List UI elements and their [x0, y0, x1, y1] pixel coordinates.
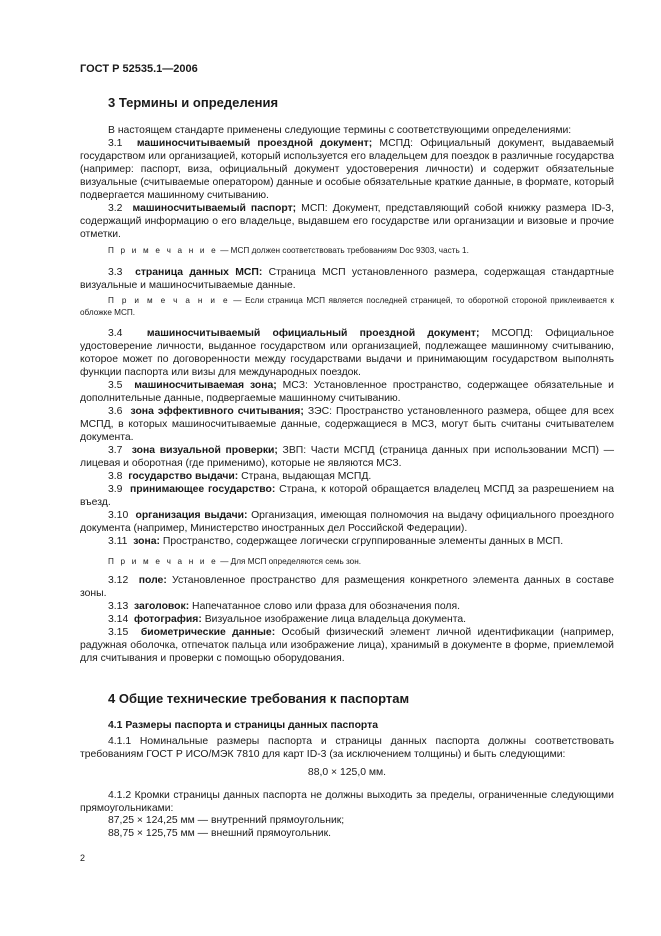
section-3-intro: В настоящем стандарте применены следующие термины с соответствующими определениями: — [108, 125, 572, 136]
term-3-9: 3.9 принимающее государство: Страна, к которой обращается владелец МСПД за разрешением на въезд. — [80, 484, 615, 509]
section-3-title: 3 Термины и определения — [108, 95, 279, 110]
section-4-title: 4 Общие технические требования к паспортам — [108, 691, 410, 706]
term-3-12: 3.12 поле: Установленное пространство для размещения конкретного элемента данных в составе зоны. — [80, 575, 614, 600]
term-3-7: 3.7 зона визуальной проверки; ЗВП: Части МСПД (страница данных при использовании МСП) — лицевая и оборотная (где применимо), которые не являются МСЗ. — [80, 445, 614, 470]
term-3-6: 3.6 зона эффективного считывания; ЗЭС: Пространство установленного размера, общее для всех МСПД, в которых машиносчитываемые данные, содержащиеся в МСЗ, могут быть считаны считывателем документа. — [80, 406, 615, 444]
page-number: 2 — [80, 853, 86, 863]
term-3-4: 3.4 машиносчитываемый официальный проездной документ; МСОПД: Официальное удостоверение личности, выданное государством или организацией, подлежащее машинному считыванию, которое может по договоренности между государствами выдачи и принимающим государством выполнять функции паспорта или визы для международных поездок. — [80, 328, 614, 379]
term-3-8: 3.8 государство выдачи: Страна, выдающая МСПД. — [108, 471, 372, 482]
subsection-4-1-title: 4.1 Размеры паспорта и страницы данных паспорта — [108, 720, 379, 731]
document-header: ГОСТ Р 52535.1—2006 — [80, 63, 198, 75]
paragraph-4-1-2: 4.1.2 Кромки страницы данных паспорта не должны выходить за пределы, ограниченные следующими прямоугольниками: — [80, 790, 614, 815]
term-3-5: 3.5 машиносчитываемая зона; МСЗ: Установленное пространство, содержащее обязательные и дополнительные данные, подвергаемые машинному считыванию. — [80, 380, 614, 405]
term-3-13: 3.13 заголовок: Напечатанное слово или фраза для обозначения поля. — [108, 601, 460, 612]
note-1: П р и м е ч а н и е — МСП должен соответствовать требованиям Doc 9303, часть 1. — [108, 246, 469, 255]
term-3-10: 3.10 организация выдачи: Организация, имеющая полномочия на выдачу официального проездного документа (например, Министерство иностранных дел Российской Федерации). — [80, 510, 614, 535]
term-3-2: 3.2 машиносчитываемый паспорт; МСП: Документ, представляющий собой книжку размера ID-3, содержащий информацию о его владельце, выдавшем его государстве или организации и визовые и прочие отметки. — [80, 203, 614, 241]
term-3-3: 3.3 страница данных МСП: Страница МСП установленного размера, содержащая стандартные визуальные и машиносчитываемые данные. — [80, 267, 615, 292]
dimension-value: 88,0 × 125,0 мм. — [307, 767, 387, 778]
term-3-11: 3.11 зона: Пространство, содержащее логически сгруппированные элементы данных в МСП. — [108, 536, 564, 547]
term-3-14: 3.14 фотография: Визуальное изображение лица владельца документа. — [108, 614, 467, 625]
term-3-1: 3.1 машиносчитываемый проездной документ; МСПД: Официальный документ, выдаваемый государством или организацией, который используется его владельцем для поездок в различные государства (например: паспорт, виза, официальный документ удостоверения личности) и содержит обязательные визуальные (считываемые оператором) данные и особые обязательные краткие данные, в формате, который подвергается машинному считыванию. — [80, 138, 614, 202]
note-3: П р и м е ч а н и е — Для МСП определяются семь зон. — [108, 557, 362, 566]
inner-rectangle-line: 87,25 × 124,25 мм — внутренний прямоугольник; — [108, 815, 345, 826]
term-3-15: 3.15 биометрические данные: Особый физический элемент личной идентификации (например, радужная оболочка, отпечаток пальца или изображение лица), хранимый в документе в форме, приемлемой для считывания и проверки с помощью оборудования. — [80, 627, 614, 665]
note-2: П р и м е ч а н и е — Если страница МСП является последней страницей, то оборотной стороной приклеивается к обложке МСП. — [80, 296, 614, 317]
paragraph-4-1-1: 4.1.1 Номинальные размеры паспорта и страницы данных паспорта должны соответствовать требованиям ГОСТ Р ИСО/МЭК 7810 для карт ID-3 (за исключением толщины) и быть следующими: — [80, 736, 614, 761]
outer-rectangle-line: 88,75 × 125,75 мм — внешний прямоугольник. — [108, 828, 332, 839]
